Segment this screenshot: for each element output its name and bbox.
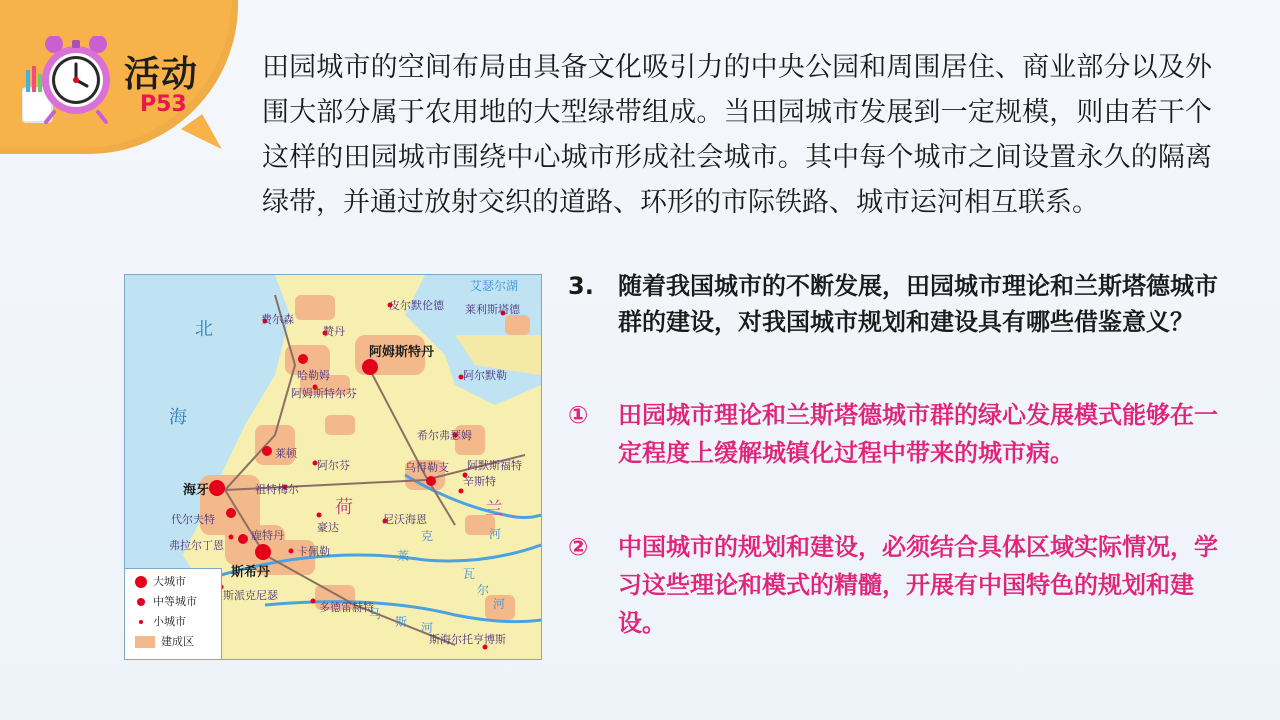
legend-large-swatch bbox=[135, 576, 147, 588]
sea-label-hai: 海 bbox=[169, 407, 187, 428]
river-label-ke: 克 bbox=[421, 529, 434, 543]
question-number: 3. bbox=[568, 272, 594, 300]
legend-built-area: 建成区 bbox=[135, 633, 194, 651]
city-almere: 阿尔默勒 bbox=[463, 369, 507, 382]
intro-text: 田园城市的空间布局由具备文化吸引力的中央公园和周围居住、商业部分以及外围大部分属于农用地的大型绿带组成。当田园城市发展到一定规模，则由若干个这样的田园城市围绕中心城市形成社会城市。其中每个城市之间设置永久的隔离绿带，并通过放射交织的道路、环形的市际铁路、城市运河相互联系。 bbox=[262, 52, 1212, 218]
question-text: 随着我国城市的不断发展，田园城市理论和兰斯塔德城市群的建设，对我国城市规划和建设具有哪些借鉴意义？ bbox=[618, 272, 1218, 336]
city-purmerend: 皮尔默伦德 bbox=[389, 299, 444, 312]
river-label-er: 尔 bbox=[477, 583, 490, 597]
city-amstelveen: 阿姆斯特尔芬 bbox=[291, 387, 357, 400]
answer-2 bbox=[568, 528, 1218, 642]
city-dordrecht: 多德雷赫特 bbox=[319, 601, 374, 614]
city-hilversum: 希尔弗瑟姆 bbox=[417, 429, 472, 442]
activity-page-number: P53 bbox=[140, 92, 187, 117]
city-capelle: 卡佩勒 bbox=[297, 545, 330, 558]
region-label-lan: 兰 bbox=[485, 499, 503, 520]
answer-1 bbox=[568, 396, 1218, 472]
river-label-he-2: 河 bbox=[493, 597, 506, 611]
lake-label: 艾瑟尔湖 bbox=[470, 279, 519, 293]
legend-small-swatch bbox=[139, 620, 143, 624]
legend-small-city: 小城市 bbox=[135, 613, 186, 631]
city-zoetermeer: 祖特梅尔 bbox=[255, 483, 299, 496]
intro-paragraph bbox=[122, 45, 1212, 225]
city-utrecht: 乌得勒支 bbox=[405, 461, 449, 474]
randstad-map bbox=[124, 274, 542, 660]
answer-1-number: ① bbox=[568, 401, 589, 429]
city-zaandam: 赞丹 bbox=[323, 325, 345, 338]
activity-title: 活动 bbox=[124, 54, 199, 95]
city-amsterdam: 阿姆斯特丹 bbox=[369, 345, 435, 360]
river-label-lai: 莱 bbox=[397, 549, 410, 563]
river-label-wa: 瓦 bbox=[463, 567, 476, 581]
region-label-he: 荷 bbox=[335, 497, 353, 518]
answer-2-text: 中国城市的规划和建设，必须结合具体区域实际情况，学习这些理论和模式的精髓，开展有中国特色的规划和建设。 bbox=[618, 533, 1218, 637]
city-velsen: 费尔森 bbox=[261, 313, 294, 326]
legend-medium-swatch bbox=[137, 598, 145, 606]
legend-large-city: 大城市 bbox=[135, 573, 186, 591]
city-zeist: 辛斯特 bbox=[463, 475, 496, 488]
city-haarlem: 哈勒姆 bbox=[297, 369, 330, 382]
city-nieuwegein: 尼沃海恩 bbox=[383, 513, 427, 526]
city-leiden: 莱顿 bbox=[275, 447, 297, 460]
city-delft: 代尔夫特 bbox=[171, 513, 215, 526]
intro-indent bbox=[122, 45, 262, 185]
city-gouda: 豪达 bbox=[317, 521, 339, 534]
map-legend bbox=[125, 568, 222, 659]
question-3 bbox=[568, 268, 1218, 340]
river-label-he-3: 河 bbox=[421, 621, 434, 635]
river-label-si: 斯 bbox=[395, 615, 408, 629]
answer-1-text: 田园城市理论和兰斯塔德城市群的绿心发展模式能够在一定程度上缓解城镇化过程中带来的城市病。 bbox=[618, 401, 1218, 467]
city-rotterdam: 鹿特丹 bbox=[251, 529, 284, 542]
answer-2-number: ② bbox=[568, 533, 589, 561]
river-label-he-1: 河 bbox=[489, 527, 502, 541]
legend-medium-city: 中等城市 bbox=[135, 593, 197, 611]
legend-built-swatch bbox=[135, 636, 155, 648]
city-spijkenisse: 斯派克尼瑟 bbox=[223, 589, 278, 602]
sea-label-bei: 北 bbox=[195, 319, 213, 340]
city-den-haag: 海牙 bbox=[183, 483, 210, 498]
city-lelystad: 莱利斯塔德 bbox=[465, 303, 520, 316]
city-vlaardingen: 弗拉尔丁恩 bbox=[169, 539, 224, 552]
city-schiedam: 斯希丹 bbox=[231, 565, 271, 580]
city-alphen: 阿尔芬 bbox=[317, 459, 350, 472]
city-s-hertogenbosch: 斯海尔托亨博斯 bbox=[429, 633, 506, 646]
river-label-ma: 马 bbox=[369, 607, 382, 621]
alarm-clock-icon bbox=[22, 36, 122, 126]
city-amersfoort: 阿默斯福特 bbox=[467, 459, 522, 472]
